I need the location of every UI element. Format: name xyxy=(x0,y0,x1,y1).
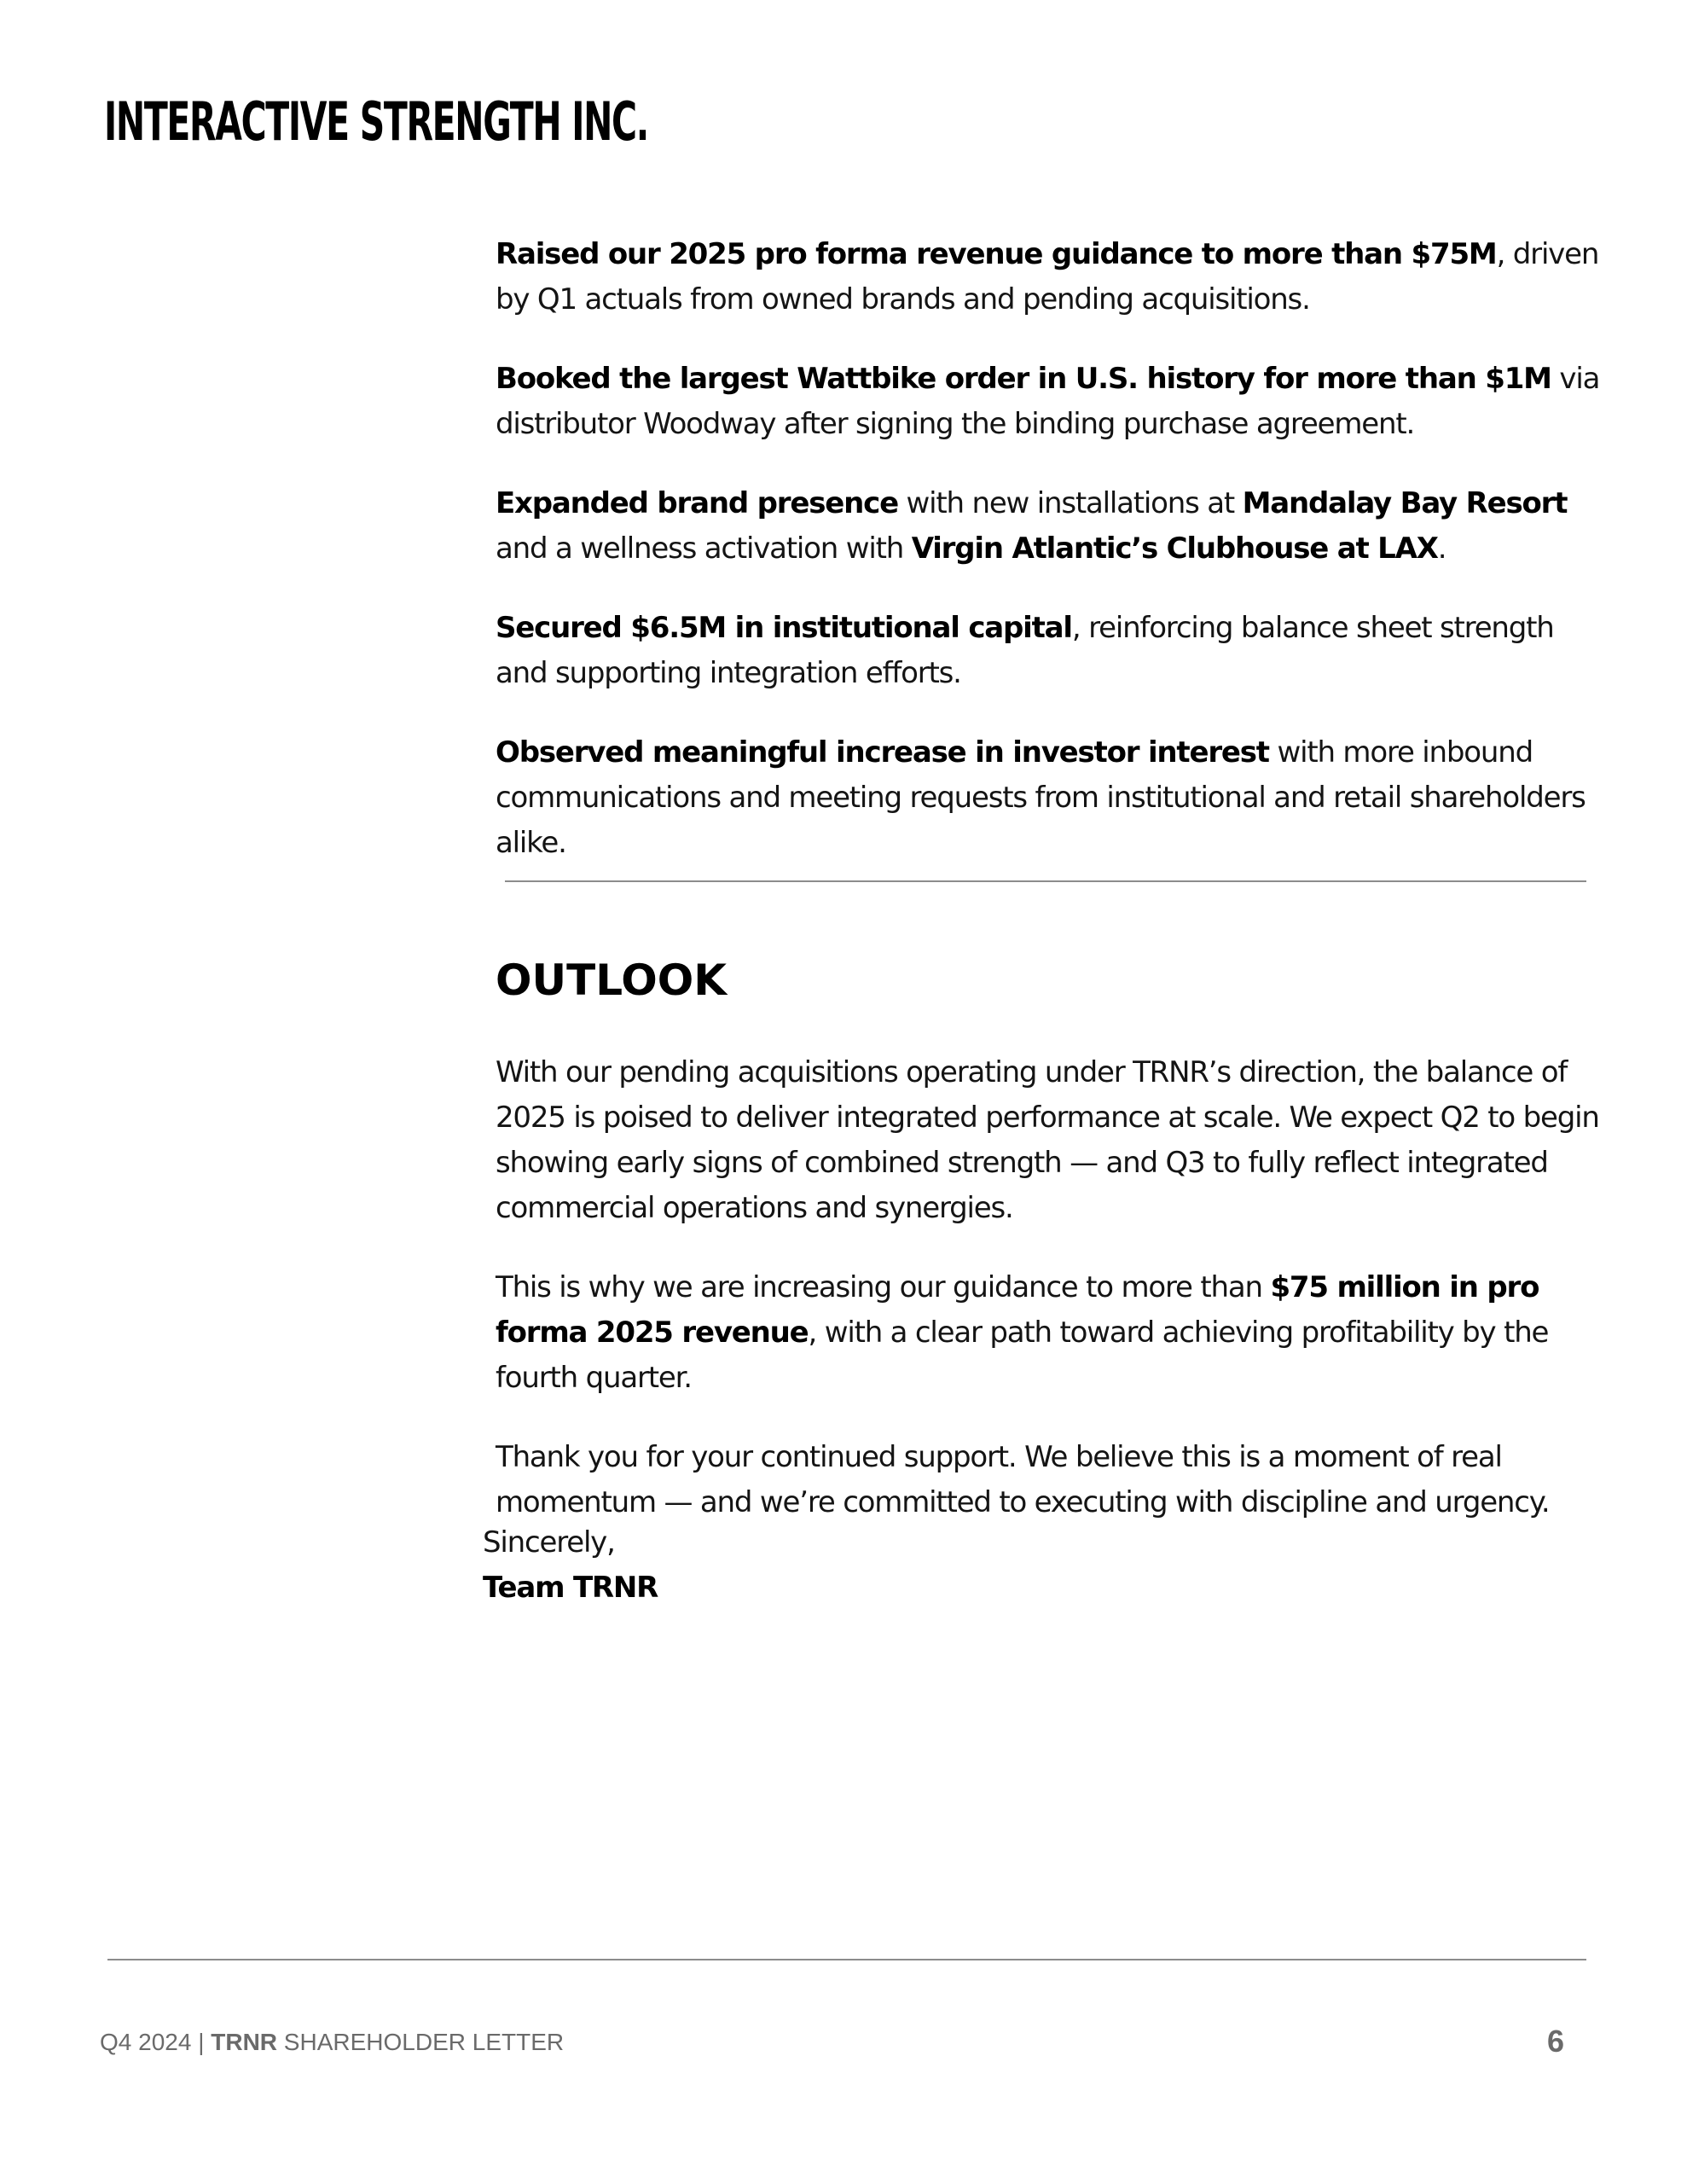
outlook-paragraph: With our pending acquisitions operating under TRNR’s direction, the balance of 2025 is poised to deliver integrated performance at scale. We expect Q2 to begin showing early signs of combined strength — and Q3 to fully reflect integrated commercial operations and synergies. xyxy=(496,1055,1599,1225)
footer-label xyxy=(100,2029,564,2056)
outlook-section xyxy=(496,953,1604,1560)
highlight-text: with more inbound communications and meeting requests from institutional and retail shareholders alike. xyxy=(496,735,1586,860)
highlight-bold: Booked the largest Wattbike order in U.S. history for more than $1M xyxy=(496,362,1551,396)
highlight-brand-presence xyxy=(496,481,1604,572)
outlook-heading: OUTLOOK xyxy=(496,956,728,1005)
highlight-text: , reinforcing balance sheet strength and supporting integration efforts. xyxy=(496,611,1554,690)
highlight-bold: Expanded brand presence xyxy=(496,486,898,520)
outlook-guidance-paragraph xyxy=(496,1265,1604,1401)
highlight-bold: Observed meaningful increase in investor interest xyxy=(496,735,1269,770)
highlight-text: , driven by Q1 actuals from owned brands and pending acquisitions. xyxy=(496,237,1599,317)
footer-title: SHAREHOLDER LETTER xyxy=(277,2029,565,2055)
outlook-bold: $75 million in pro forma 2025 revenue xyxy=(496,1270,1539,1350)
company-logo: INTERACTIVE STRENGTH INC. xyxy=(104,90,648,153)
highlight-text: . xyxy=(1437,531,1446,566)
footer-brand: TRNR xyxy=(211,2029,278,2055)
highlight-bold: Virgin Atlantic’s Clubhouse at LAX xyxy=(911,531,1438,566)
highlight-bold: Secured $6.5M in institutional capital xyxy=(496,611,1072,645)
highlight-bold: Raised our 2025 pro forma revenue guidance to more than $75M xyxy=(496,237,1497,271)
highlights-section xyxy=(496,232,1604,900)
outlook-thanks-paragraph: Thank you for your continued support. We believe this is a moment of real momentum — and we’re committed to executing with discipline and urgency. xyxy=(496,1440,1550,1519)
highlight-investor-interest xyxy=(496,730,1604,866)
outlook-text: This is why we are increasing our guidance to more than xyxy=(496,1270,1271,1304)
highlight-text: and a wellness activation with xyxy=(496,531,912,566)
page-number: 6 xyxy=(1547,2024,1565,2059)
highlight-bold: Mandalay Bay Resort xyxy=(1242,486,1568,520)
highlight-text: with new installations at xyxy=(897,486,1243,520)
highlight-institutional-capital xyxy=(496,606,1604,696)
section-divider xyxy=(505,880,1586,882)
highlight-wattbike-order xyxy=(496,357,1604,447)
signoff-closing: Sincerely, xyxy=(483,1525,615,1560)
footer-period: Q4 2024 | xyxy=(100,2029,212,2055)
signoff xyxy=(483,1520,658,1611)
outlook-text: , with a clear path toward achieving profitability by the fourth quarter. xyxy=(496,1316,1549,1395)
signoff-team: Team TRNR xyxy=(483,1571,658,1605)
footer-divider xyxy=(107,1959,1586,1960)
highlight-revenue-guidance xyxy=(496,232,1604,322)
highlight-text: via distributor Woodway after signing the binding purchase agreement. xyxy=(496,362,1600,441)
